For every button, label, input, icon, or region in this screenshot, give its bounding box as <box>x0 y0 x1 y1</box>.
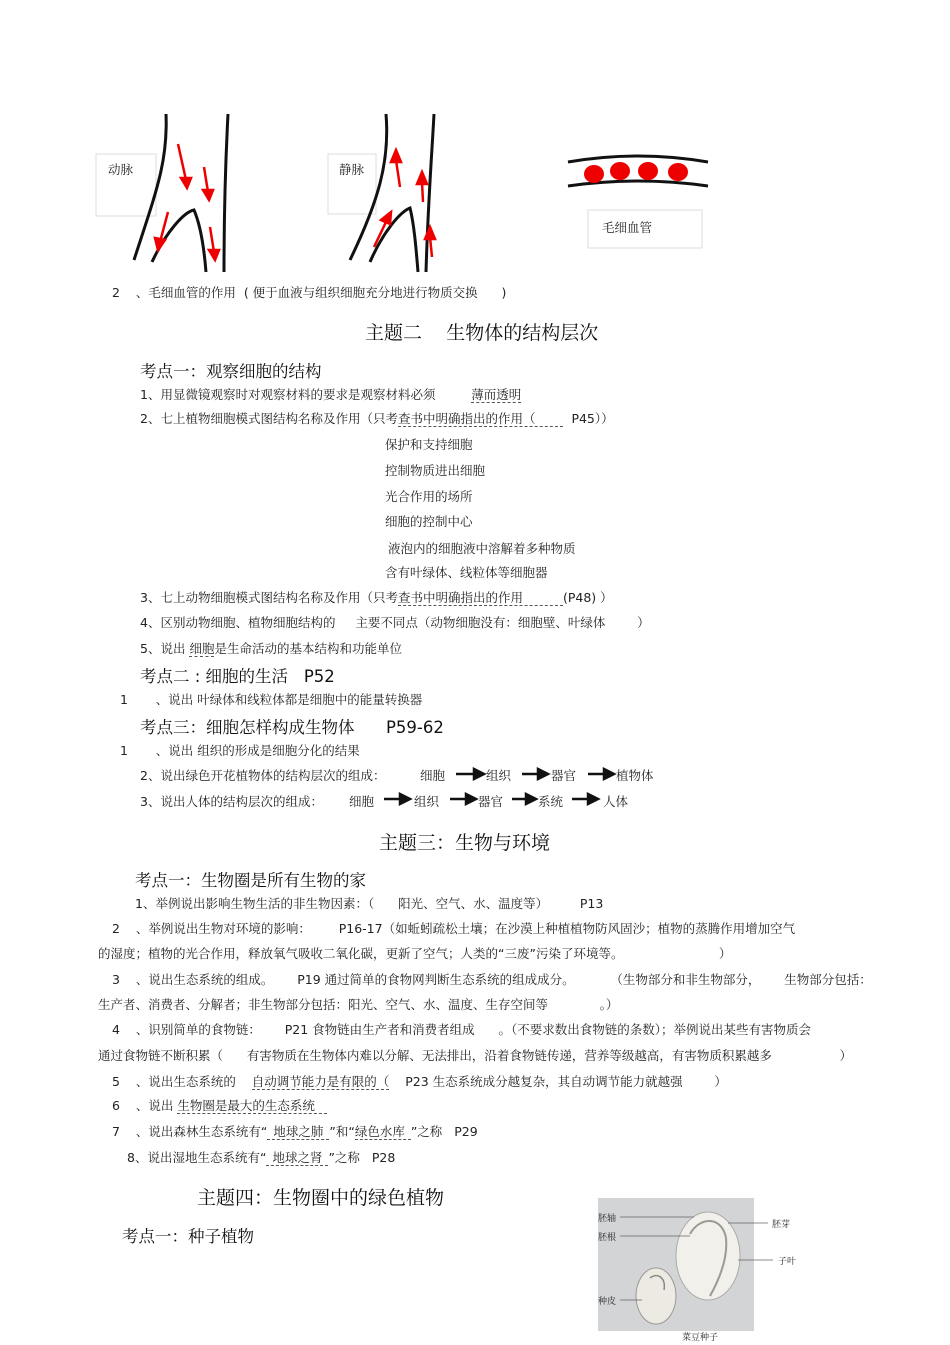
human-chain-1: 组织 <box>414 794 440 809</box>
topic3-line3-cont: 生产者、消费者、分解者；非生物部分包括：阳光、空气、水、温度、生存空间等 。） <box>98 997 619 1012</box>
topic2-k1-item1: 1、用显微镜观察时对观察材料的要求是观察材料必须 薄而透明 <box>140 387 522 402</box>
topic2-k3-title: 考点三：细胞怎样构成生物体 P59-62 <box>140 718 444 737</box>
human-hierarchy-label: 3、说出人体的结构层次的组成： <box>140 794 323 809</box>
topic2-heading: 主题二 生物体的结构层次 <box>365 322 599 344</box>
cell-function-4: 细胞的控制中心 <box>385 514 473 529</box>
seed-label-radicle: 胚根 <box>598 1233 617 1243</box>
seed-label-plumule: 胚芽 <box>772 1220 791 1230</box>
human-chain-3: 系统 <box>538 794 564 809</box>
topic3-line8: 8、说出湿地生态系统有“ 地球之肾 ”之称 P28 <box>127 1150 396 1165</box>
topic2-k1-item2: 2、七上植物细胞模式图结构名称及作用（只考查书中明确指出的作用（ P45）） <box>140 411 614 426</box>
topic4-k1-title: 考点一：种子植物 <box>122 1227 254 1246</box>
topic2-k1-item3: 3、七上动物细胞模式图结构名称及作用（只考查书中明确指出的作用 (P48) ） <box>140 590 613 605</box>
capillary-function-line: 2 、毛细血管的作用 ( 便于血液与组织细胞充分地进行物质交换 ) <box>112 285 507 300</box>
seed-caption: 菜豆种子 <box>682 1333 719 1343</box>
human-chain-4: 人体 <box>603 794 629 809</box>
seed-label-embryo-axis: 胚轴 <box>598 1214 617 1224</box>
plant-chain-0: 细胞 <box>420 768 446 783</box>
topic3-line3: 3 、说出生态系统的组成。 P19 通过简单的食物网判断生态系统的组成成分。 （生物部分和非生物部分， 生物部分包括： <box>112 972 872 987</box>
topic3-line4: 4 、识别简单的食物链： P21 食物链由生产者和消费者组成 。（不要求数出食物链的条数）；举例说出某些有害物质会 <box>112 1022 811 1037</box>
topic3-k1-title: 考点一：生物圈是所有生物的家 <box>135 871 366 890</box>
seed-label-cotyledon: 子叶 <box>778 1257 797 1267</box>
plant-chain-2: 器官 <box>551 768 577 783</box>
cell-function-2: 控制物质进出细胞 <box>385 463 486 478</box>
topic3-line5: 5 、说出生态系统的 自动调节能力是有限的（ P23 生态系统成分越复杂，其自动调节能力就越强 ） <box>112 1074 727 1089</box>
topic2-k1-item4: 4、区别动物细胞、植物细胞结构的 主要不同点（动物细胞没有：细胞壁、叶绿体 ） <box>140 615 650 630</box>
topic3-line4-cont: 通过食物链不断积累（ 有害物质在生物体内难以分解、无法排出，沿着食物链传递，营养等级越高，有害物质积累越多 ） <box>98 1048 852 1063</box>
topic3-heading: 主题三：生物与环境 <box>379 832 551 854</box>
topic3-line2-cont: 的湿度；植物的光合作用，释放氧气吸收二氧化碳，更新了空气；人类的“三废”污染了环境等。 ） <box>98 946 732 961</box>
cell-function-6: 含有叶绿体、线粒体等细胞器 <box>385 565 548 580</box>
topic2-k2-title: 考点二 : 细胞的生活 P52 <box>140 667 335 686</box>
artery-label: 动脉 <box>108 162 134 177</box>
topic2-k1-title: 考点一：观察细胞的结构 <box>140 362 322 381</box>
topic2-k3-item1: 1 、说出 组织的形成是细胞分化的结果 <box>120 743 360 758</box>
cell-function-3: 光合作用的场所 <box>385 489 473 504</box>
topic3-line2: 2 、举例说出生物对环境的影响： P16-17（如蚯蚓疏松土壤；在沙漠上种植植物防风固沙；植物的蒸腾作用增加空气 <box>112 921 796 936</box>
plant-hierarchy-label: 2、说出绿色开花植物体的结构层次的组成： <box>140 768 386 783</box>
capillary-label: 毛细血管 <box>602 220 653 235</box>
plant-chain-3: 植物体 <box>616 768 654 783</box>
vein-label: 静脉 <box>339 162 365 177</box>
human-chain-0: 细胞 <box>349 794 375 809</box>
cell-function-1: 保护和支持细胞 <box>385 437 473 452</box>
human-chain-2: 器官 <box>478 794 504 809</box>
topic3-line7: 7 、说出森林生态系统有“ 地球之肺 ”和“绿色水库 ”之称 P29 <box>112 1124 478 1139</box>
topic4-heading: 主题四：生物圈中的绿色植物 <box>197 1187 445 1209</box>
topic2-k1-item5: 5、说出 细胞是生命活动的基本结构和功能单位 <box>140 641 402 656</box>
topic3-line1: 1、举例说出影响生物生活的非生物因素：（ 阳光、空气、水、温度等） P13 <box>135 896 604 911</box>
plant-chain-1: 组织 <box>486 768 512 783</box>
seed-label-seed-coat: 种皮 <box>598 1297 617 1307</box>
topic3-line6: 6 、说出 生物圈是最大的生态系统 <box>112 1096 327 1114</box>
cell-function-5: 液泡内的细胞液中溶解着多种物质 <box>388 541 576 556</box>
topic2-k2-item1: 1 、说出 叶绿体和线粒体都是细胞中的能量转换器 <box>120 692 423 707</box>
